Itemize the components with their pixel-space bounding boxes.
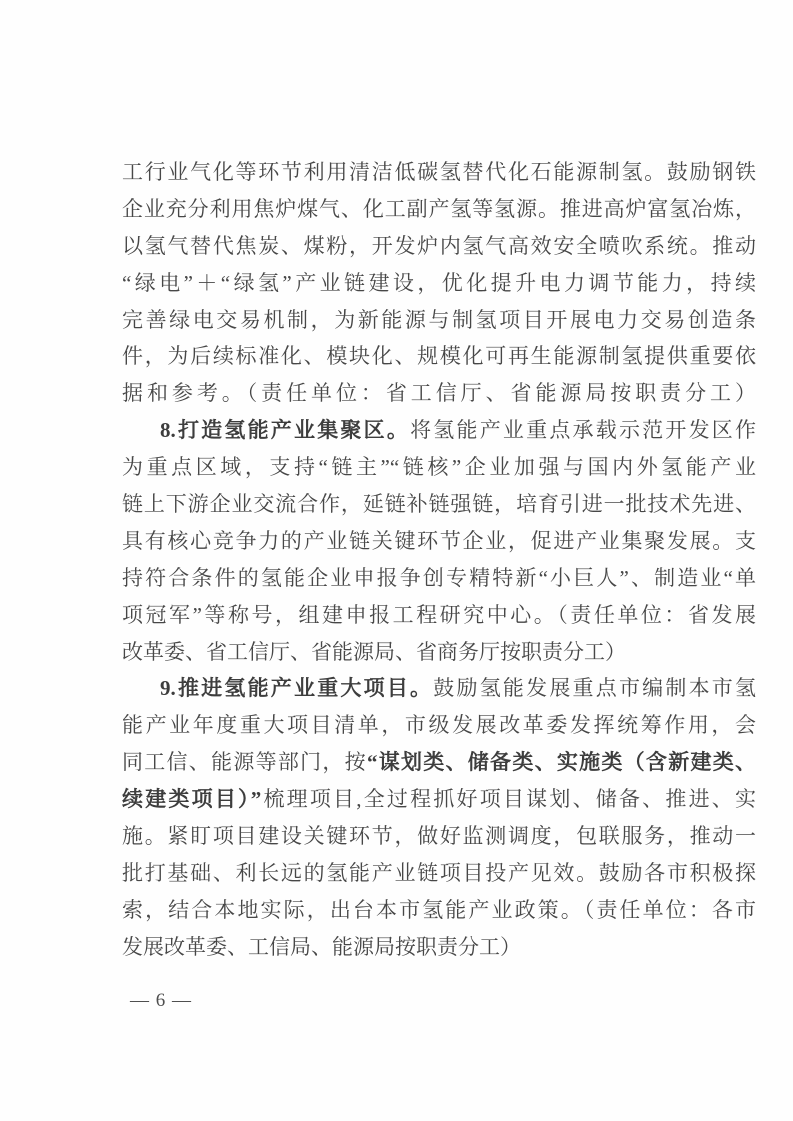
text-line (122, 486, 756, 523)
text-line (122, 855, 756, 892)
text-segment: 据和参考。（责任单位：省工信厅、省能源局按职责分工） (122, 381, 756, 406)
item-heading: “谋划类、储备类、实施类（含新建类、 (366, 750, 756, 775)
text-line (122, 597, 756, 634)
text-line (122, 929, 756, 966)
paragraph-item-8 (122, 412, 756, 670)
item-heading: 8.打造氢能产业集聚区。 (160, 418, 411, 443)
text-segment: 发展改革委、工信局、能源局按职责分工） (122, 934, 521, 959)
text-segment: 改革委、省工信厅、省能源局、省商务厅按职责分工） (122, 639, 626, 664)
document-body (122, 154, 756, 966)
text-line (122, 634, 756, 671)
page-number: — 6 — (130, 990, 192, 1011)
text-segment: 同工信、能源等部门，按 (122, 750, 367, 775)
text-segment: 批打基础、利长远的氢能产业链项目投产见效。鼓励各市积极探 (122, 860, 756, 885)
text-segment: 索，结合本地实际，出台本市氢能产业政策。（责任单位：各市 (122, 897, 756, 922)
text-line (122, 154, 756, 191)
text-line (122, 560, 756, 597)
text-segment: 工行业气化等环节利用清洁低碳氢替代化石能源制氢。鼓励钢铁 (122, 160, 756, 184)
text-line (122, 781, 756, 818)
text-segment: 梳理项目,全过程抓好项目谋划、储备、推进、实 (261, 787, 756, 812)
text-line (122, 744, 756, 781)
item-heading: 续建类项目）” (122, 787, 262, 812)
text-line (122, 191, 756, 228)
text-line (122, 412, 756, 449)
text-segment: 施。紧盯项目建设关键环节，做好监测调度，包联服务，推动一 (122, 824, 756, 849)
text-line (122, 338, 756, 375)
text-line (122, 375, 756, 412)
text-segment: 将氢能产业重点承载示范开发区作 (410, 418, 756, 443)
text-line (122, 302, 756, 339)
text-line (122, 265, 756, 302)
text-segment: 完善绿电交易机制，为新能源与制氢项目开展电力交易创造条 (122, 307, 756, 332)
text-segment: 鼓励氢能发展重点市编制本市氢 (433, 676, 756, 701)
text-segment: 能产业年度重大项目清单，市级发展改革委发挥统筹作用，会 (122, 713, 756, 738)
text-line (122, 818, 756, 855)
paragraph-item7-continuation (122, 154, 756, 412)
text-segment: 件，为后续标准化、模块化、规模化可再生能源制氢提供重要依 (122, 344, 756, 369)
text-segment: 持符合条件的氢能企业申报争创专精特新“小巨人”、制造业“单 (122, 565, 756, 590)
text-line (122, 228, 756, 265)
text-line (122, 523, 756, 560)
text-segment: “绿电”＋“绿氢”产业链建设，优化提升电力调节能力，持续 (122, 270, 756, 295)
text-segment: 企业充分利用焦炉煤气、化工副产氢等氢源。推进高炉富氢冶炼， (122, 196, 756, 221)
text-line (122, 892, 756, 929)
text-line (122, 707, 756, 744)
text-line (122, 670, 756, 707)
text-segment: 项冠军”等称号，组建申报工程研究中心。（责任单位：省发展 (122, 602, 756, 627)
paragraph-item-9 (122, 670, 756, 965)
text-segment: 为重点区域，支持“链主”“链核”企业加强与国内外氢能产业 (122, 455, 756, 480)
text-segment: 以氢气替代焦炭、煤粉，开发炉内氢气高效安全喷吹系统。推动 (122, 233, 756, 258)
text-segment: 具有核心竞争力的产业链关键环节企业，促进产业集聚发展。支 (122, 528, 756, 553)
text-line (122, 449, 756, 486)
text-segment: 链上下游企业交流合作，延链补链强链，培育引进一批技术先进、 (122, 492, 756, 517)
item-heading: 9.推进氢能产业重大项目。 (160, 676, 434, 701)
